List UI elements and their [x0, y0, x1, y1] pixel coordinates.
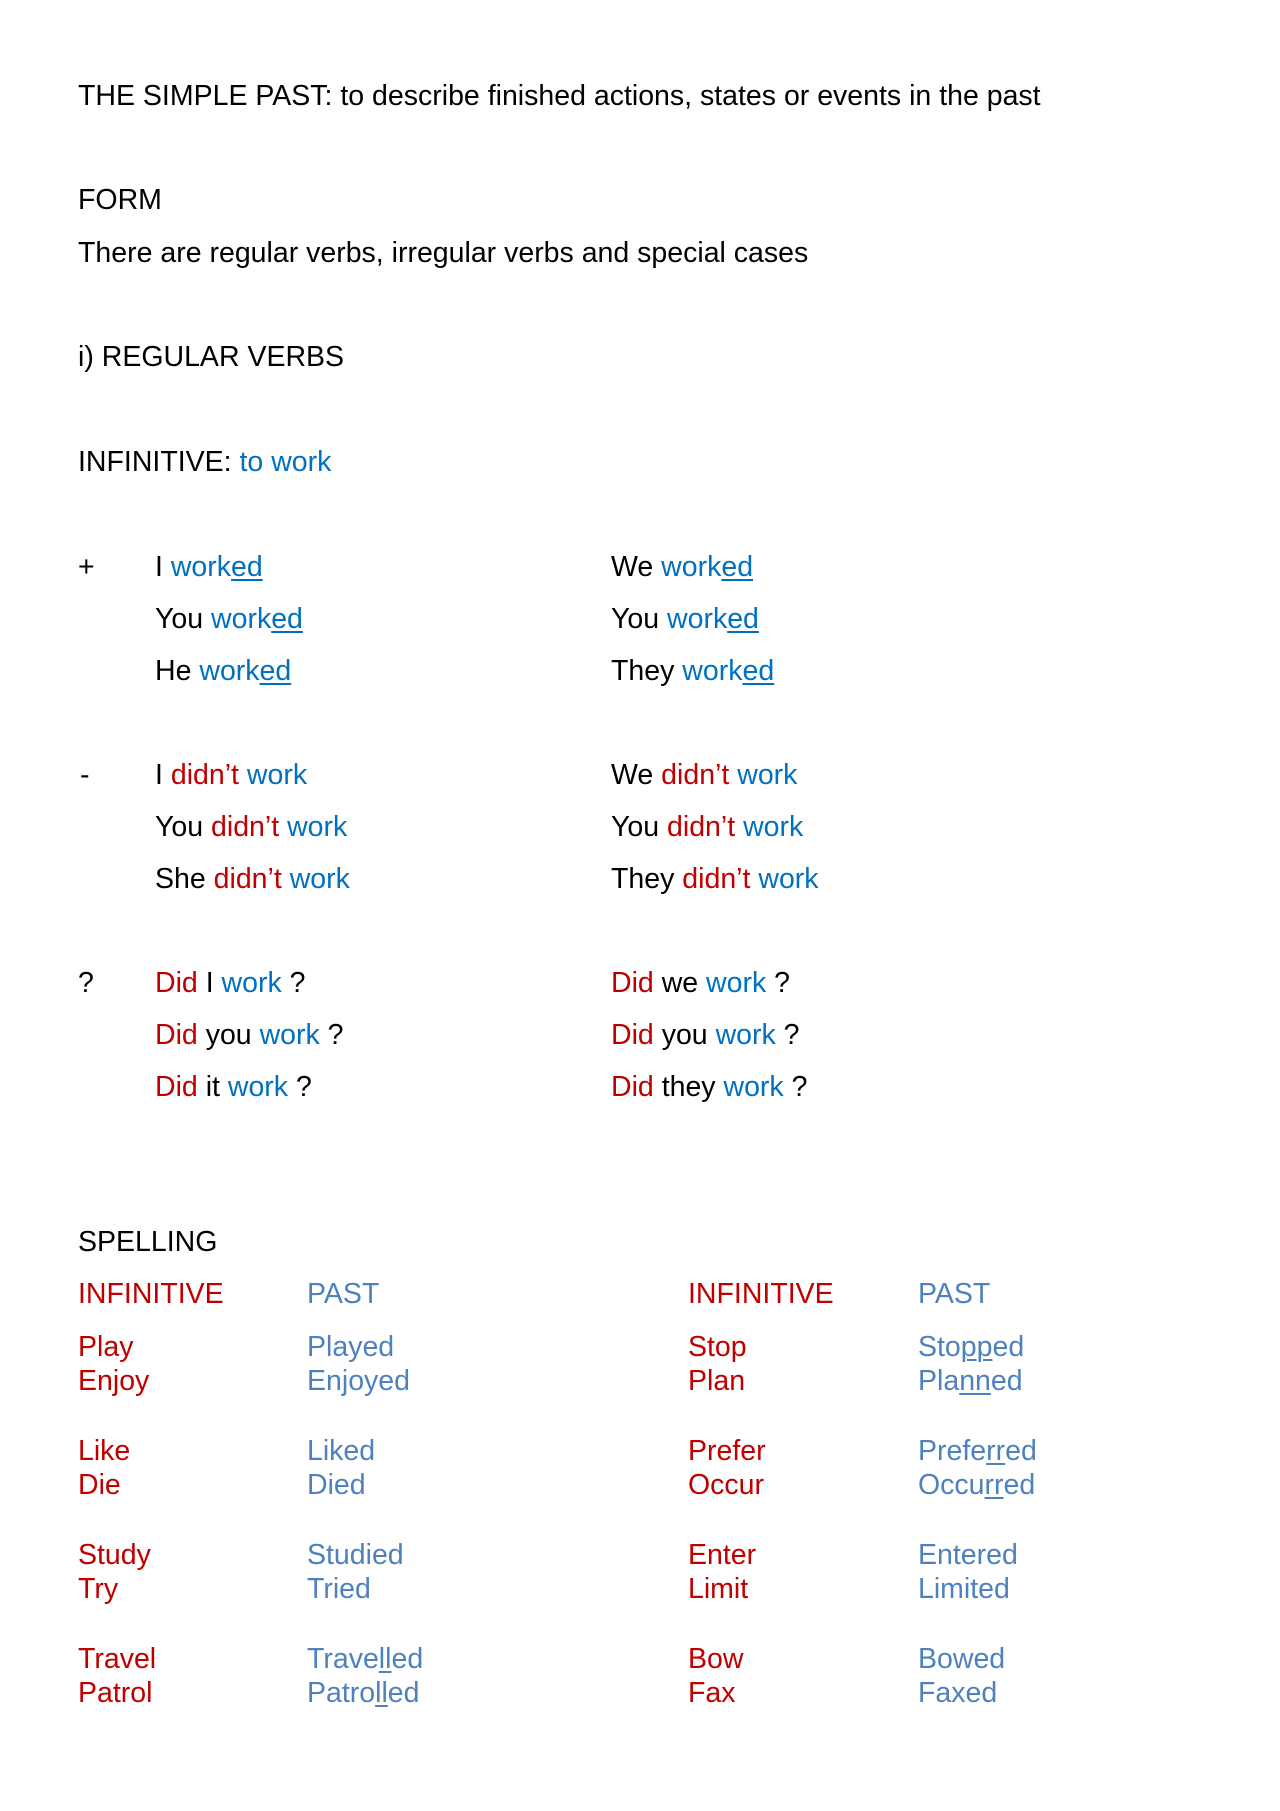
past-text: Entered [918, 1539, 1018, 1571]
auxiliary: Did [611, 1071, 654, 1103]
subject: I [155, 551, 163, 583]
past-text: Bowed [918, 1643, 1006, 1675]
subject: You [155, 811, 204, 843]
past-cell [307, 1679, 420, 1708]
verb [682, 655, 774, 687]
question-mark: ? [327, 1019, 344, 1051]
infinitive-cell: Enjoy [78, 1365, 150, 1397]
question-mark: ? [783, 1019, 800, 1051]
infinitive-cell: Play [78, 1331, 134, 1363]
past-cell [918, 1367, 1023, 1396]
negative-row [155, 761, 307, 790]
subject: They [611, 655, 675, 687]
subject: He [155, 655, 192, 687]
verb: work [227, 1071, 289, 1103]
past-suffix: ed [990, 1365, 1023, 1397]
subject: it [205, 1071, 220, 1103]
subject: you [661, 1019, 708, 1051]
subject: You [611, 603, 660, 635]
regular-verbs-heading: i) REGULAR VERBS [78, 341, 345, 373]
page-title: THE SIMPLE PAST: to describe finished actions, states or events in the past [78, 80, 1041, 112]
subject: they [661, 1071, 716, 1103]
infinitive-cell: Limit [688, 1573, 749, 1605]
affirmative-sign: + [78, 551, 95, 583]
past-cell [307, 1541, 404, 1570]
affirmative-row [611, 553, 753, 582]
auxiliary: didn’t [211, 811, 280, 843]
past-doubled: ll [378, 1643, 392, 1675]
infinitive-cell: Prefer [688, 1435, 766, 1467]
infinitive-cell: Occur [688, 1469, 765, 1501]
spelling-left-past-header: PAST [307, 1278, 380, 1310]
past-cell [918, 1333, 1024, 1362]
past-doubled: rr [984, 1469, 1004, 1501]
affirmative-row [611, 657, 774, 686]
affirmative-row [155, 605, 303, 634]
past-text: Enjoyed [307, 1365, 410, 1397]
past-text: Pla [918, 1365, 960, 1397]
past-cell [918, 1645, 1005, 1674]
negative-sign: - [80, 759, 90, 791]
verb [199, 655, 291, 687]
past-text: Limited [918, 1573, 1010, 1605]
affirmative-row [155, 553, 263, 582]
past-cell [307, 1575, 371, 1604]
past-cell [918, 1575, 1010, 1604]
verb: work [287, 811, 348, 843]
past-text: Studied [307, 1539, 404, 1571]
negative-row [611, 865, 819, 894]
verb: work [737, 759, 798, 791]
past-text: Played [307, 1331, 395, 1363]
verb-ending: ed [231, 551, 263, 583]
auxiliary: didn’t [682, 863, 751, 895]
verb: work [715, 1019, 776, 1051]
auxiliary: didn’t [213, 863, 282, 895]
past-suffix: ed [1005, 1435, 1037, 1467]
infinitive-value: to work [239, 446, 332, 478]
past-text: Occu [918, 1469, 985, 1501]
verb-stem: work [170, 551, 232, 583]
question-mark: ? [791, 1071, 808, 1103]
question-mark: ? [774, 967, 791, 999]
past-text: Tried [307, 1573, 371, 1605]
past-cell [918, 1541, 1018, 1570]
past-text: Patro [307, 1677, 376, 1709]
spelling-left-infinitive-header: INFINITIVE [78, 1278, 224, 1310]
infinitive-cell: Like [78, 1435, 131, 1467]
negative-row [611, 761, 797, 790]
auxiliary: Did [611, 967, 654, 999]
verb [171, 551, 263, 583]
infinitive-cell: Stop [688, 1331, 747, 1363]
infinitive-cell: Travel [78, 1643, 157, 1675]
auxiliary: Did [155, 1071, 198, 1103]
subject: We [611, 551, 654, 583]
affirmative-row [611, 605, 759, 634]
subject: You [611, 811, 660, 843]
auxiliary: didn’t [667, 811, 736, 843]
verb-stem: work [661, 551, 722, 583]
past-cell [307, 1367, 410, 1396]
verb-ending: ed [727, 603, 759, 635]
past-text: Prefe [918, 1435, 987, 1467]
infinitive-cell: Try [78, 1573, 119, 1605]
question-row [155, 1021, 344, 1050]
infinitive-label: INFINITIVE: [78, 446, 232, 478]
auxiliary: Did [155, 1019, 198, 1051]
past-cell [307, 1645, 423, 1674]
question-sign: ? [78, 967, 94, 999]
verb: work [246, 759, 308, 791]
past-cell [307, 1437, 375, 1466]
infinitive-cell: Fax [688, 1677, 736, 1709]
subject: you [205, 1019, 252, 1051]
verb: work [221, 967, 282, 999]
verb [211, 603, 303, 635]
subject: I [155, 759, 163, 791]
verb-ending: ed [742, 655, 775, 687]
past-text: Sto [918, 1331, 961, 1363]
past-doubled: pp [960, 1331, 993, 1363]
subject: They [611, 863, 675, 895]
negative-row [611, 813, 803, 842]
question-mark: ? [289, 967, 306, 999]
past-text: Faxed [918, 1677, 998, 1709]
past-text: Died [307, 1469, 366, 1501]
auxiliary: didn’t [170, 759, 239, 791]
verb-ending: ed [721, 551, 754, 583]
verb: work [259, 1019, 320, 1051]
verb: work [706, 967, 767, 999]
infinitive-cell: Bow [688, 1643, 744, 1675]
question-row [155, 969, 306, 998]
past-doubled: ll [375, 1677, 388, 1709]
infinitive-cell: Study [78, 1539, 151, 1571]
infinitive-cell: Die [78, 1469, 121, 1501]
subject: You [155, 603, 204, 635]
past-text: Trave [307, 1643, 379, 1675]
auxiliary: Did [611, 1019, 654, 1051]
past-cell [307, 1471, 366, 1500]
infinitive-cell: Plan [688, 1365, 746, 1397]
question-row [611, 1021, 800, 1050]
form-heading: FORM [78, 184, 162, 216]
subject: I [205, 967, 214, 999]
infinitive-line [78, 448, 331, 477]
verb-stem: work [682, 655, 743, 687]
subject: She [155, 863, 206, 895]
subject: We [611, 759, 654, 791]
verb [661, 551, 753, 583]
question-mark: ? [295, 1071, 312, 1103]
past-cell [918, 1679, 997, 1708]
verb: work [289, 863, 350, 895]
spelling-right-infinitive-header: INFINITIVE [688, 1278, 834, 1310]
past-cell [918, 1437, 1037, 1466]
past-suffix: ed [387, 1677, 420, 1709]
verb: work [743, 811, 804, 843]
infinitive-cell: Patrol [78, 1677, 153, 1709]
auxiliary: didn’t [661, 759, 730, 791]
affirmative-row [155, 657, 291, 686]
auxiliary: Did [155, 967, 198, 999]
subject: we [661, 967, 699, 999]
past-cell [307, 1333, 394, 1362]
verb [667, 603, 759, 635]
question-row [611, 1073, 807, 1102]
verb: work [758, 863, 819, 895]
form-intro: There are regular verbs, irregular verbs and special cases [78, 237, 809, 269]
question-row [611, 969, 790, 998]
question-row [155, 1073, 312, 1102]
verb-ending: ed [259, 655, 292, 687]
verb: work [723, 1071, 784, 1103]
past-doubled: rr [986, 1435, 1006, 1467]
negative-row [155, 813, 347, 842]
past-cell [918, 1471, 1035, 1500]
verb-stem: work [667, 603, 728, 635]
past-suffix: ed [1003, 1469, 1036, 1501]
past-text: Liked [307, 1435, 376, 1467]
infinitive-cell: Enter [688, 1539, 757, 1571]
spelling-right-past-header: PAST [918, 1278, 991, 1310]
past-doubled: nn [959, 1365, 991, 1397]
spelling-heading: SPELLING [78, 1226, 218, 1258]
past-suffix: ed [391, 1643, 424, 1675]
negative-row [155, 865, 350, 894]
verb-stem: work [211, 603, 272, 635]
past-suffix: ed [992, 1331, 1025, 1363]
verb-stem: work [199, 655, 260, 687]
verb-ending: ed [271, 603, 303, 635]
